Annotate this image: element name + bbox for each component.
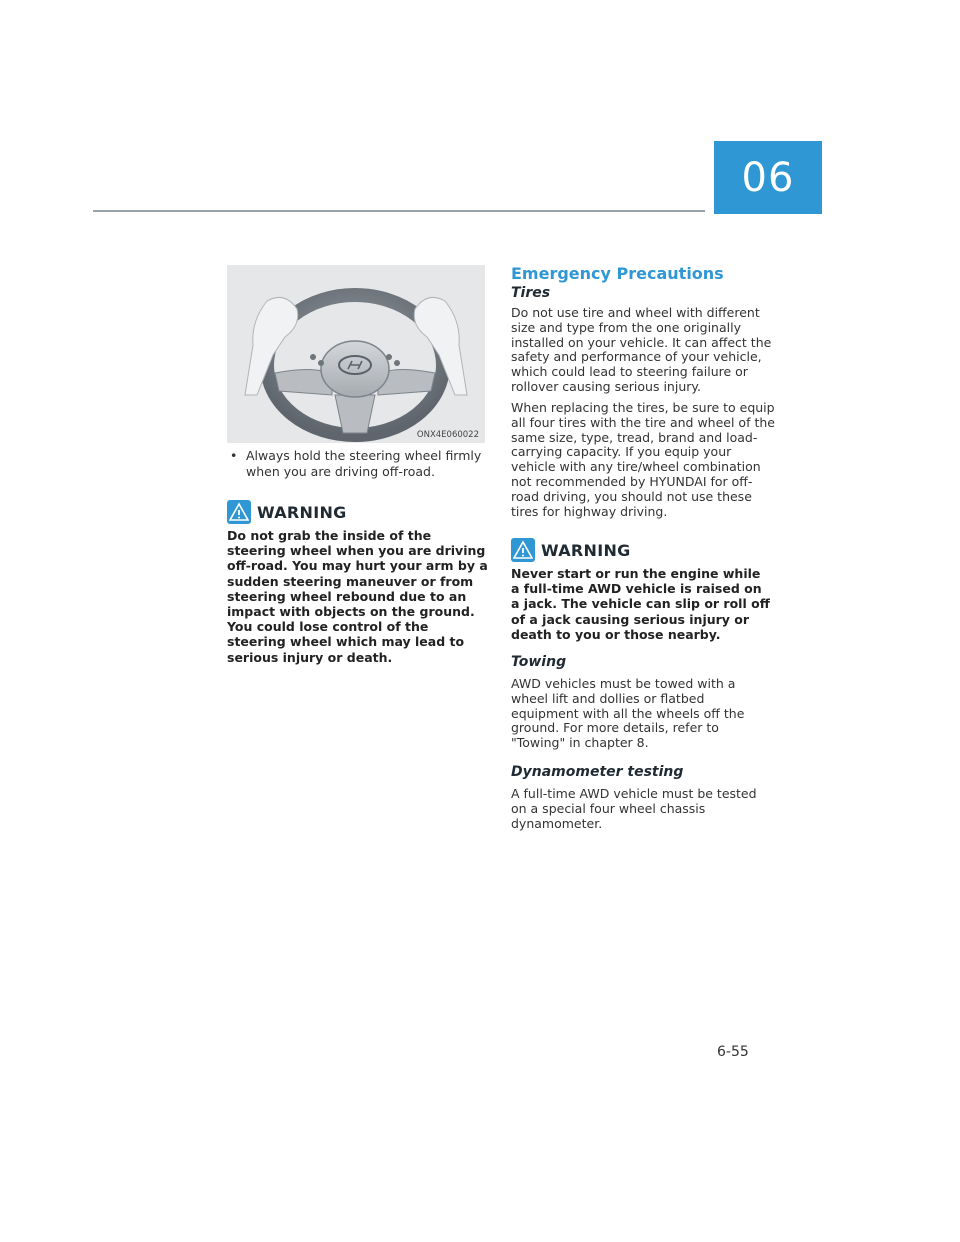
tires-title: Tires: [511, 285, 551, 301]
warning-triangle-icon: [227, 500, 251, 524]
chapter-number: 06: [741, 154, 795, 201]
towing-paragraph: AWD vehicles must be towed with a wheel lift and dollies or flatbed equipment with all the wheels off the ground. For more details, refer to "Towing" in chapter 8.: [511, 676, 745, 751]
page-number: 6-55: [717, 1044, 749, 1060]
bullet-dot: •: [230, 448, 238, 463]
steering-wheel-illustration: [227, 265, 485, 443]
bullet-text: Always hold the steering wheel firmly when you are driving off-road.: [246, 448, 482, 479]
warning-heading-left: [227, 500, 347, 524]
towing-title: Towing: [511, 654, 567, 670]
warning-body-left: Do not grab the inside of the steering wheel when you are driving off-road. You may hurt your arm by a sudden steering maneuver or from steering wheel rebound due to an impact with objects on the ground. You could lose control of the steering wheel which may lead to serious injury or death.: [227, 528, 488, 665]
tires-paragraph-1: Do not use tire and wheel with different size and type from the one originally installed on your vehicle. It can affect the safety and performance of your vehicle, which could lead to steering failure or rollover causing serious injury.: [511, 305, 772, 394]
section-title: Emergency Precautions: [511, 264, 724, 283]
dynamometer-title: Dynamometer testing: [511, 764, 684, 780]
warning-heading-right: [511, 538, 631, 562]
warning-body-right: Never start or run the engine while a full-time AWD vehicle is raised on a jack. The vehicle can slip or roll off of a jack causing serious injury or death to you or those nearby.: [511, 566, 770, 642]
chapter-tab: [714, 141, 822, 214]
dynamometer-paragraph: A full-time AWD vehicle must be tested on a special four wheel chassis dynamometer.: [511, 786, 757, 831]
tires-paragraph-2: When replacing the tires, be sure to equip all four tires with the tire and wheel of the same size, type, tread, brand and load-carrying capacity. If you equip your vehicle with any tire/wheel combination not recommended by HYUNDAI for off-road driving, you should not use these tires for highway driving.: [511, 400, 775, 519]
warning-triangle-icon: [511, 538, 535, 562]
figure-code: ONX4E060022: [416, 430, 479, 440]
bullet-item: [230, 448, 488, 480]
warning-title: WARNING: [257, 502, 347, 522]
warning-title: WARNING: [541, 540, 631, 560]
steering-wheel-figure: [227, 265, 485, 443]
header-divider: [93, 210, 705, 212]
